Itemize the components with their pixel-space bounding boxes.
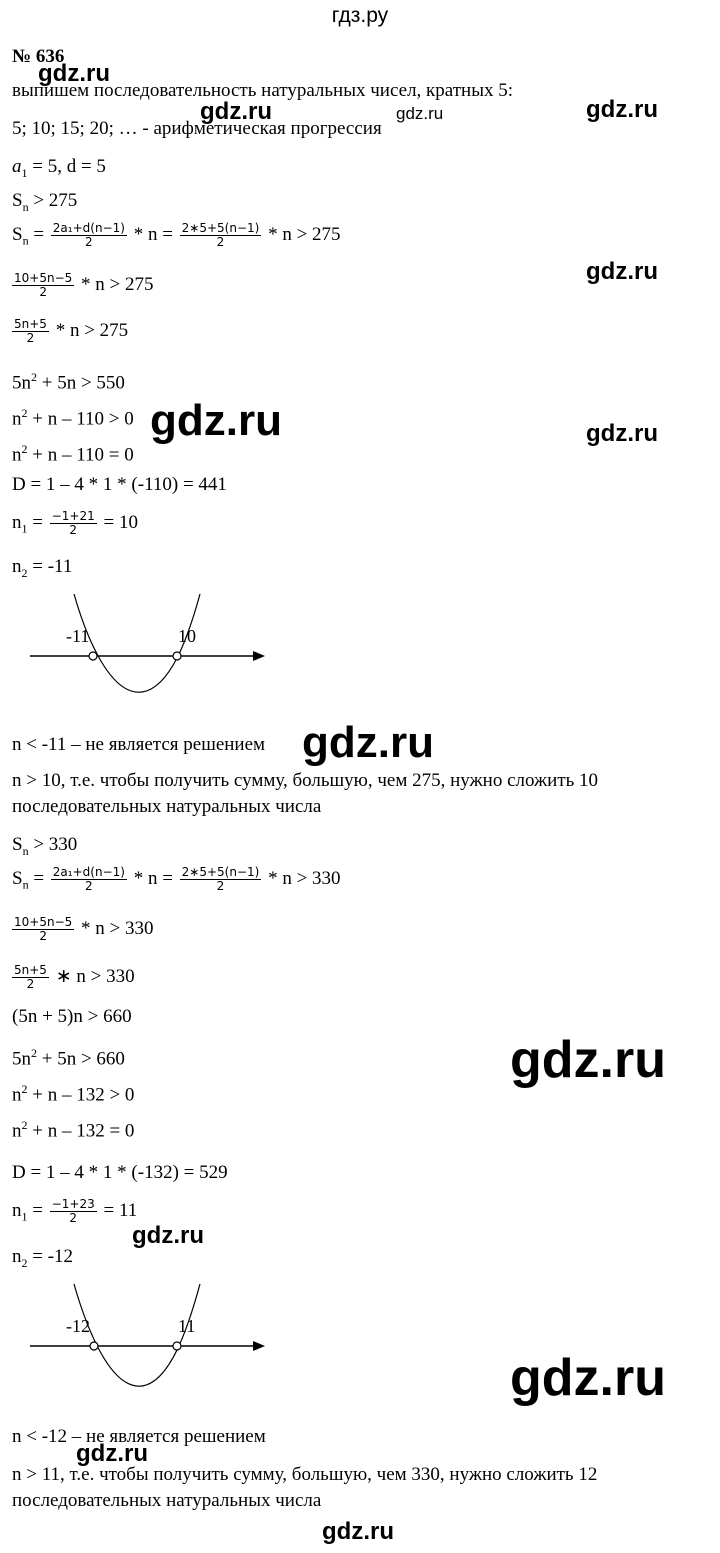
watermark: gdz.ru — [132, 1222, 204, 1249]
parabola-graph-275 — [0, 588, 280, 708]
discriminant-529: D = 1 – 4 * 1 * (-132) = 529 — [12, 1162, 228, 1183]
conclusion-pos-275-line2: последовательных натуральных числа — [12, 796, 322, 817]
step2-330: $\frac{5n+5}{2}$ ∗ n > 330 — [14, 963, 135, 991]
watermark: gdz.ru — [302, 718, 434, 767]
problem-number: № 636 — [12, 46, 65, 67]
intro-text: выпишем последовательность натуральных чисел, кратных 5: — [12, 80, 513, 101]
step2-275: $\frac{5n+5}{2}$ * n > 275 — [14, 317, 129, 345]
watermark: gdz.ru — [510, 1349, 666, 1407]
watermark: gdz.ru — [396, 104, 444, 123]
watermark: gdz.ru — [586, 420, 658, 447]
sum-formula-275: $S_n$ = $\frac{\text{2a₁+d(n−1)}}{2}$ * n = $\frac{2∗5+5(n-1)}{2}$ * n > 275 — [12, 221, 341, 249]
condition-330: $S_n > 330$ — [12, 834, 78, 858]
step3-275: $5n^2 + 5n > 550$ — [12, 370, 125, 394]
watermark: gdz.ru — [76, 1440, 148, 1467]
watermark: gdz.ru — [200, 98, 272, 125]
step1-275: $\frac{10+5n-5}{2}$ * n > 275 — [14, 271, 154, 299]
step5-275: $n^2 + n - 110 = 0$ — [12, 442, 134, 466]
watermark: gdz.ru — [322, 1518, 394, 1545]
watermark: gdz.ru — [586, 258, 658, 285]
watermark: gdz.ru — [38, 60, 110, 87]
sequence-text: 5; 10; 15; 20; … - арифметическая прогрессия — [12, 118, 382, 139]
watermark: gdz.ru — [586, 96, 658, 123]
site-title: гдз.ру — [331, 4, 389, 27]
condition-275: $S_n > 275$ — [12, 190, 78, 214]
conclusion-pos-330-line1: n > 11, т.е. чтобы получить сумму, большую, чем 330, нужно сложить 12 — [12, 1464, 598, 1485]
root2-330: $n_2 = -12$ — [12, 1246, 74, 1270]
conclusion-neg-275: n < -11 – не является решением — [12, 734, 266, 755]
discriminant-441: D = 1 – 4 * 1 * (-110) = 441 — [12, 474, 227, 495]
step3-330: (5n + 5)n > 660 — [12, 1006, 132, 1027]
a1-d-line: $a_1 = 5$, d = 5 — [12, 156, 106, 180]
watermark: gdz.ru — [150, 396, 282, 445]
step5-330: $n^2 + n - 132 > 0$ — [12, 1082, 135, 1106]
step4-330: $5n^2 + 5n > 660$ — [12, 1046, 125, 1070]
graph-root-left: -12 — [66, 1316, 90, 1336]
step4-275: $n^2 + n - 110 > 0$ — [12, 406, 134, 430]
graph-root-right: 10 — [178, 626, 196, 646]
root1-330: $n_1$ = $\frac{-1+23}{2}$ = 11 — [12, 1197, 138, 1225]
graph-root-right: 11 — [178, 1316, 196, 1336]
watermark: gdz.ru — [510, 1031, 666, 1089]
step6-330: $n^2 + n - 132 = 0$ — [12, 1118, 135, 1142]
parabola-graph-330 — [0, 1278, 280, 1398]
conclusion-neg-330: n < -12 – не является решением — [12, 1426, 266, 1447]
sum-formula-330: $S_n$ = $\frac{\text{2a₁+d(n−1)}}{2}$ * n = $\frac{2∗5+5(n-1)}{2}$ * n > 330 — [12, 865, 341, 893]
step1-330: $\frac{10+5n-5}{2}$ * n > 330 — [14, 915, 154, 943]
conclusion-pos-275-line1: n > 10, т.е. чтобы получить сумму, большую, чем 275, нужно сложить 10 — [12, 770, 599, 791]
root2-275: $n_2 = -11$ — [12, 556, 73, 580]
conclusion-pos-330-line2: последовательных натуральных числа — [12, 1490, 322, 1511]
graph-root-left: -11 — [66, 626, 90, 646]
root1-275: $n_1$ = $\frac{-1+21}{2}$ = 10 — [12, 509, 138, 537]
